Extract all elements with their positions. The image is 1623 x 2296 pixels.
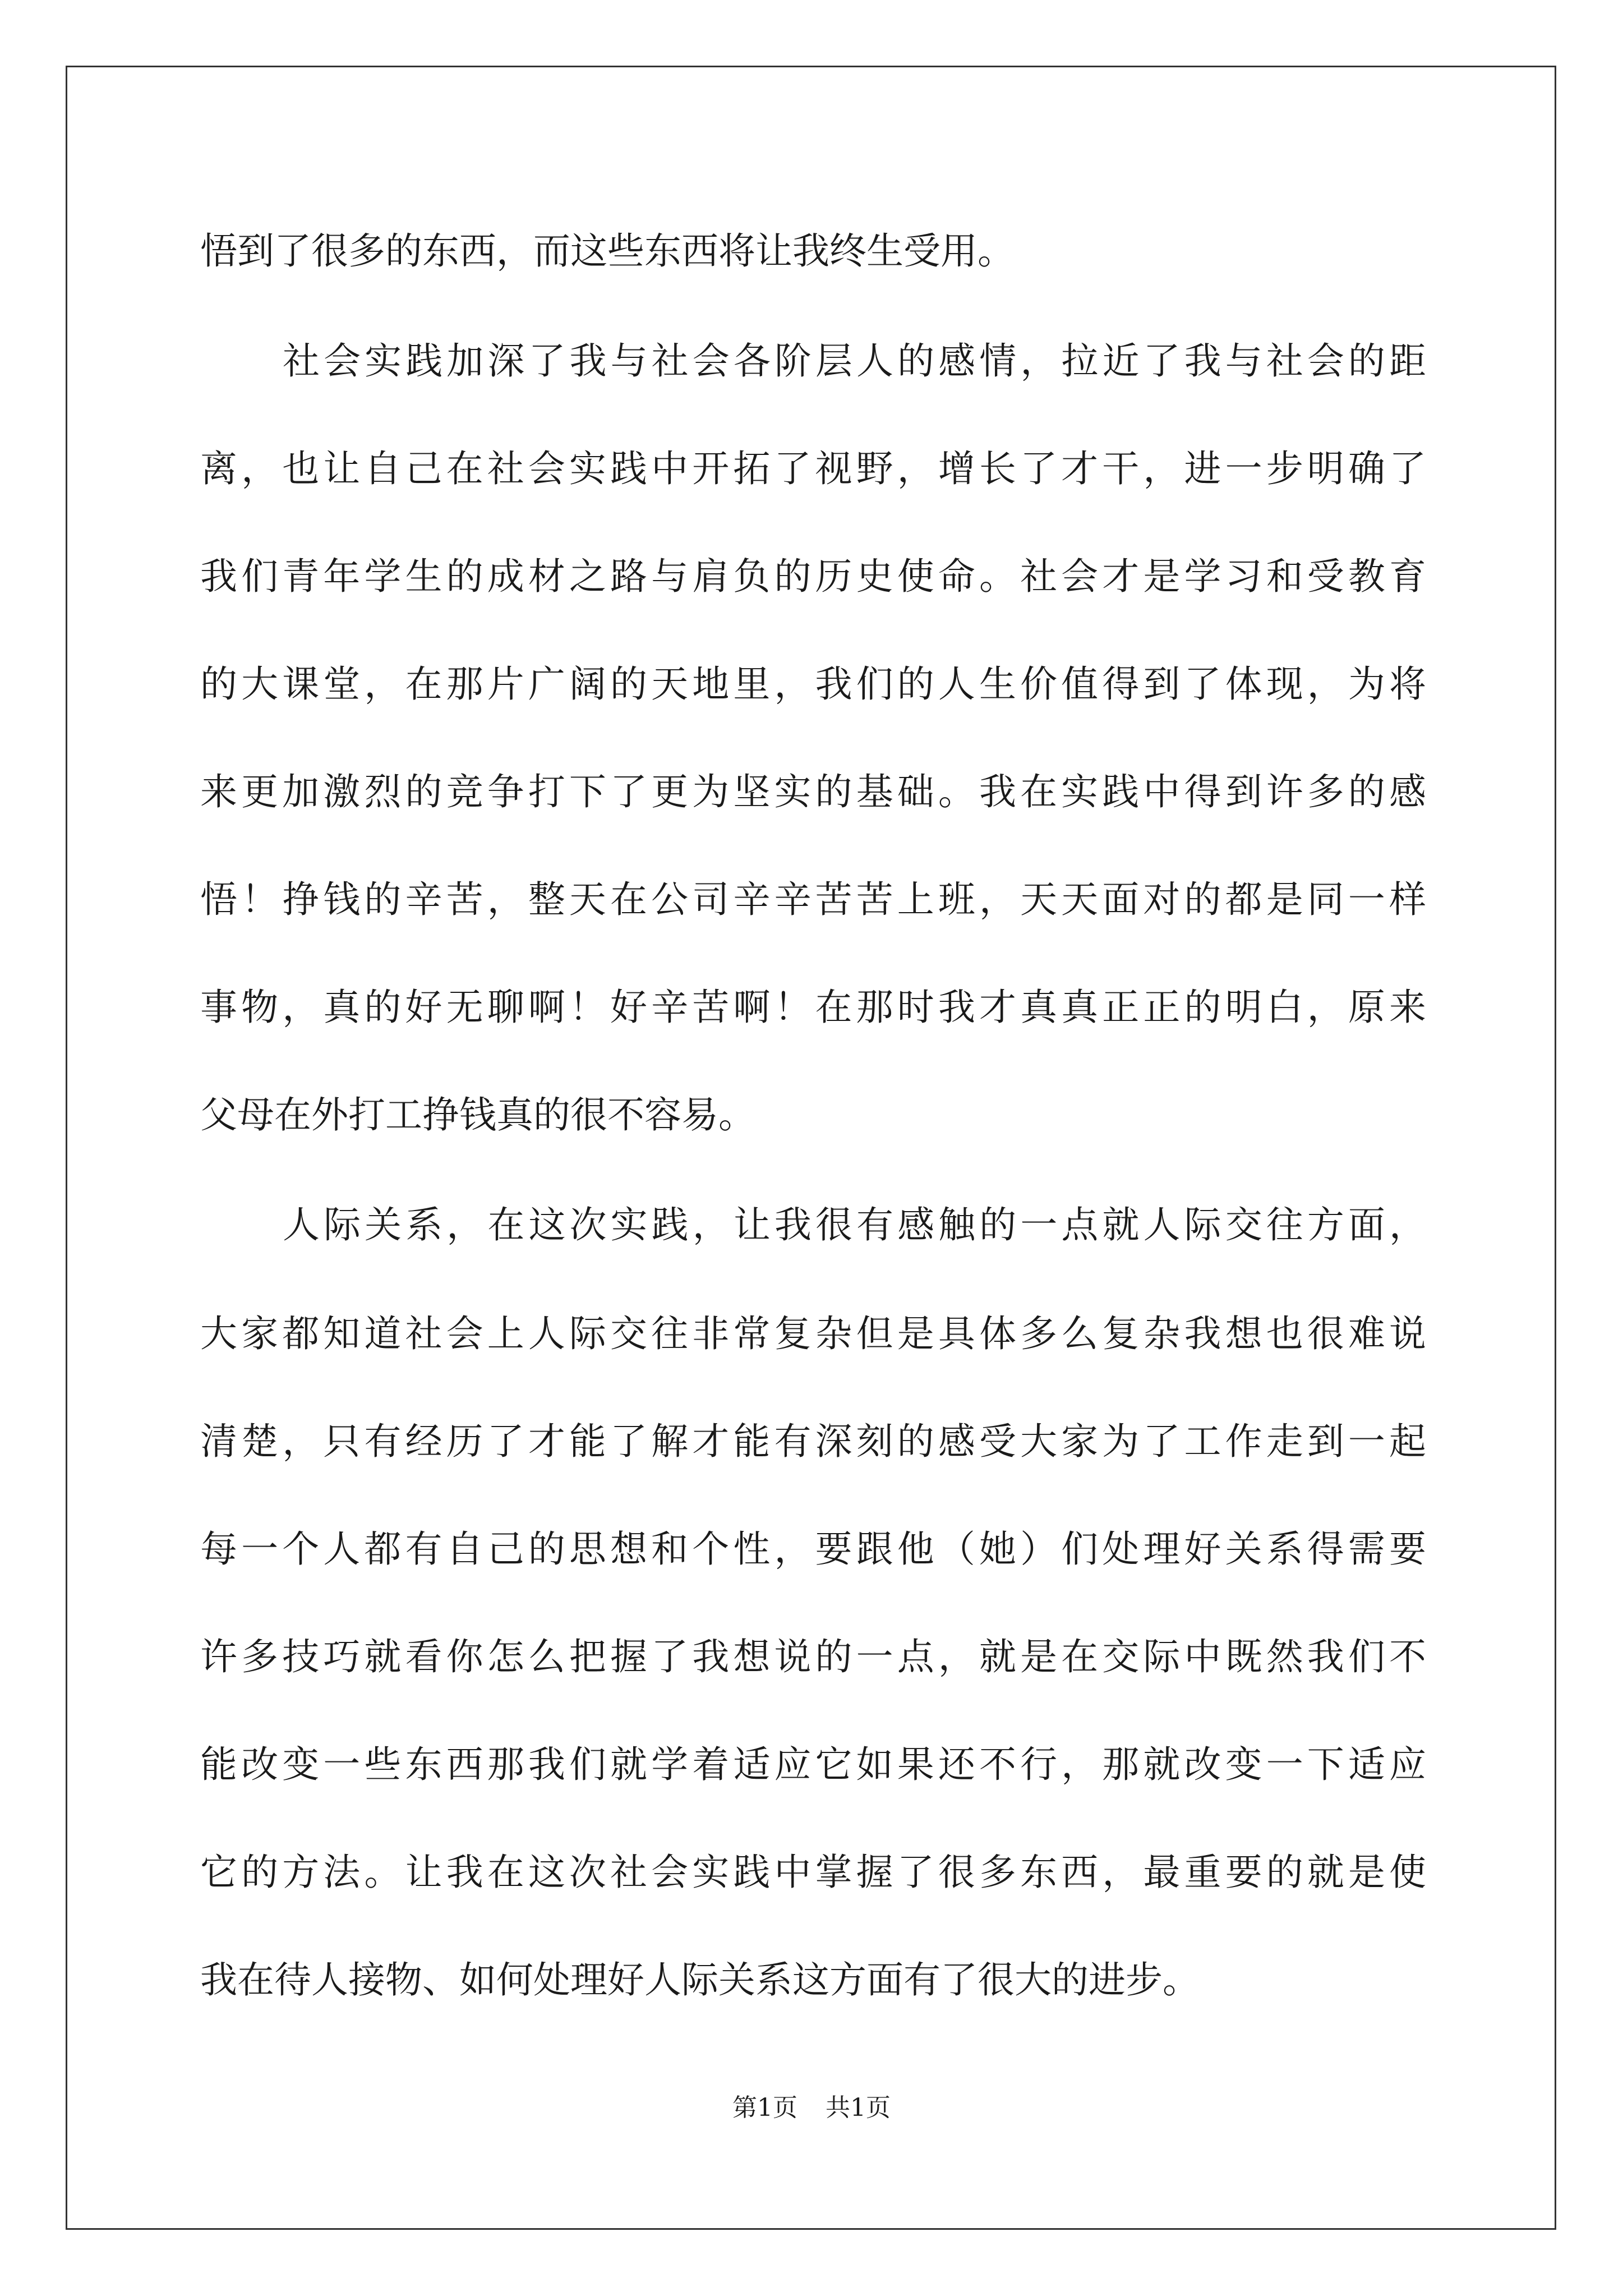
body-line-4: 我们青年学生的成材之路与肩负的历史使命。社会才是学习和受教育 — [200, 555, 1426, 598]
page-number: 第1页 — [732, 2093, 797, 2122]
body-line-15: 能改变一些东西那我们就学着适应它如果还不行，那就改变一下适应 — [200, 1743, 1426, 1786]
body-line-11: 大家都知道社会上人际交往非常复杂但是具体多么复杂我想也很难说 — [200, 1312, 1426, 1355]
body-line-12: 清楚，只有经历了才能了解才能有深刻的感受大家为了工作走到一起 — [200, 1420, 1426, 1463]
body-line-2: 社会实践加深了我与社会各阶层人的感情，拉近了我与社会的距 — [283, 339, 1426, 383]
body-line-7: 悟！挣钱的辛苦，整天在公司辛辛苦苦上班，天天面对的都是同一样 — [200, 878, 1426, 921]
body-line-14: 许多技巧就看你怎么把握了我想说的一点，就是在交际中既然我们不 — [200, 1635, 1426, 1678]
body-line-1: 悟到了很多的东西，而这些东西将让我终生受用。 — [200, 229, 1015, 273]
body-line-5: 的大课堂，在那片广阔的天地里，我们的人生价值得到了体现，为将 — [200, 662, 1426, 706]
body-line-10: 人际关系，在这次实践，让我很有感触的一点就人际交往方面， — [283, 1203, 1426, 1246]
body-line-3: 离，也让自己在社会实践中开拓了视野，增长了才干，进一步明确了 — [200, 447, 1426, 490]
body-line-6: 来更加激烈的竞争打下了更为坚实的基础。我在实践中得到许多的感 — [200, 770, 1426, 813]
body-line-9: 父母在外打工挣钱真的很不容易。 — [200, 1093, 755, 1137]
body-line-13: 每一个人都有自己的思想和个性，要跟他（她）们处理好关系得需要 — [200, 1527, 1426, 1571]
body-line-8: 事物，真的好无聊啊！好辛苦啊！在那时我才真真正正的明白，原来 — [200, 986, 1426, 1029]
total-pages: 共1页 — [826, 2093, 891, 2122]
page-footer — [0, 2091, 1623, 2125]
body-line-16: 它的方法。让我在这次社会实践中掌握了很多东西，最重要的就是使 — [200, 1851, 1426, 1894]
body-line-17: 我在待人接物、如何处理好人际关系这方面有了很大的进步。 — [200, 1958, 1200, 2001]
